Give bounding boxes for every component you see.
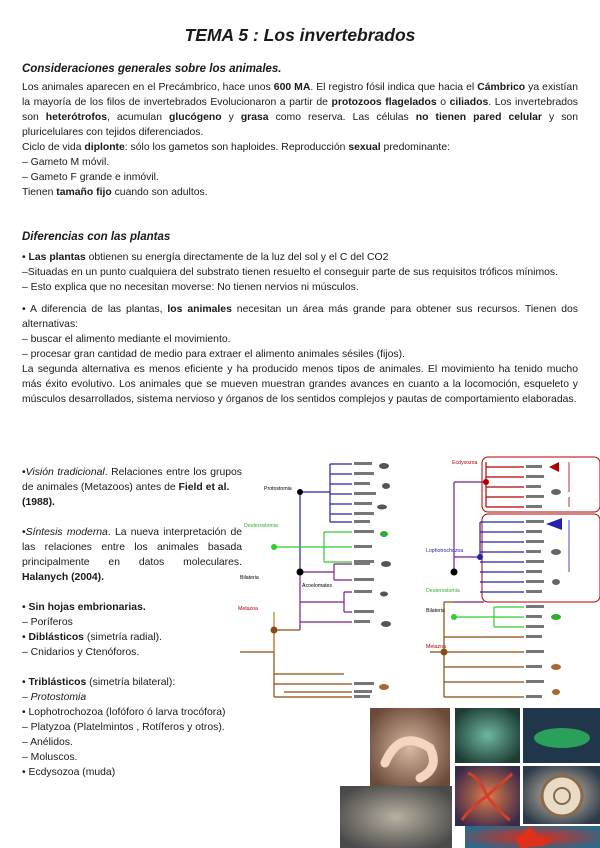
node-bilateria-2 bbox=[451, 569, 458, 576]
tree-modern bbox=[426, 457, 600, 698]
section-heading-diferencias: Diferencias con las plantas bbox=[22, 231, 171, 243]
label-bilateria-2: Bilateria bbox=[426, 608, 445, 614]
line-ecdysozoa: • Ecdysozoa (muda) bbox=[22, 767, 116, 778]
paragraph-origen: Los animales aparecen en el Precámbrico, hace unos 600 MA. El registro fósil indica que hacia el Cámbrico ya existían la mayoría de los filos de invertebrados Evolucionaron a partir de protozoos flagelados o ciliados. Los invertebrados son heterótrofos, acumulan glucógeno y grasa como reserva. Las células no tienen pared celular y son pluricelulares con tejidos diferenciados. bbox=[22, 82, 578, 138]
line-tamano-fijo: Tienen tamaño fijo cuando son adultos. bbox=[22, 187, 208, 198]
label-metazoa: Metazoa bbox=[238, 606, 258, 612]
label-acoelomates: Acoelomates bbox=[302, 583, 332, 589]
node-lophotrochozoa bbox=[477, 554, 483, 560]
label-deuterostomia: Deuterostomia bbox=[244, 523, 278, 529]
line-poriferos: – Poríferos bbox=[22, 617, 73, 628]
line-ciclo-vida: Ciclo de vida diplonte: sólo los gametos son haploides. Reproducción sexual predominante: bbox=[22, 142, 450, 153]
node-deuterostomia-2 bbox=[451, 614, 457, 620]
label-deuterostomia-2: Deuterostomia bbox=[426, 588, 460, 594]
label-protostomia: Protostomia bbox=[264, 486, 292, 492]
line-buscar-alimento: – buscar el alimento mediante el movimiento. bbox=[22, 334, 231, 345]
line-cnidarios: – Cnidarios y Ctenóforos. bbox=[22, 647, 140, 658]
line-gameto-f: – Gameto F grande e inmóvil. bbox=[22, 172, 159, 183]
line-triblasticos: • Triblásticos (simetría bilateral): bbox=[22, 677, 176, 688]
section-heading-consideraciones: Consideraciones generales sobre los animales. bbox=[22, 63, 282, 75]
photo-crustacean bbox=[340, 786, 452, 848]
left-column bbox=[22, 465, 242, 780]
phylogeny-figure bbox=[234, 452, 600, 707]
line-plantas-no-moverse: – Esto explica que no necesitan moverse: No tienen nervios ni músculos. bbox=[22, 282, 359, 293]
line-animales-area: • A diferencia de las plantas, los animales necesitan un área más grande para obtener sus recursos. Tienen dos alternativas: bbox=[22, 304, 578, 330]
node-bilateria bbox=[297, 569, 304, 576]
label-lophotrochozoa: Lophotrochozoa bbox=[426, 548, 464, 554]
section-consideraciones-body bbox=[22, 80, 578, 200]
line-protostomia: – Protostomia bbox=[22, 692, 87, 703]
box-lophotrochozoa bbox=[482, 514, 600, 602]
line-gameto-m: – Gameto M móvil. bbox=[22, 157, 110, 168]
line-sin-hojas: • Sin hojas embrionarias. bbox=[22, 602, 146, 613]
label-bilateria: Bilateria bbox=[240, 575, 259, 581]
line-procesar-medio: – procesar gran cantidad de medio para extraer el alimento animales sésiles (fijos). bbox=[22, 349, 405, 360]
paragraph-segunda-alternativa: La segunda alternativa es menos eficiente y ha producido menos tipos de animales. El movimiento ha tenido mucho más éxito evolutivo. Los animales que se mueven muestran grandes avances en cuanto a la locomoción, esqueleto y músculos desarrollados, sistema nervioso y órganos de los sentidos complejos y pautas de comportamiento elaboradas. bbox=[22, 364, 578, 405]
label-metazoa-2: Metazoa bbox=[426, 644, 446, 650]
node-metazoa bbox=[271, 627, 278, 634]
node-protostomia bbox=[297, 489, 303, 495]
page-title: TEMA 5 : Los invertebrados bbox=[184, 25, 416, 45]
line-platyzoa: – Platyzoa (Platelmintos , Rotíferos y otros). bbox=[22, 722, 225, 733]
line-moluscos: – Moluscos. bbox=[22, 752, 78, 763]
photo-collage bbox=[340, 708, 600, 848]
photo-worm bbox=[370, 708, 450, 788]
photo-nudibranch bbox=[455, 708, 520, 763]
line-diblasticos: • Diblásticos (simetría radial). bbox=[22, 632, 162, 643]
node-ecdysozoa bbox=[483, 479, 489, 485]
line-plantas-energia: • Las plantas obtienen su energía directamente de la luz del sol y el C del CO2 bbox=[22, 252, 389, 263]
tree-traditional bbox=[238, 462, 391, 698]
node-deuterostomia bbox=[271, 544, 277, 550]
line-lophotrochozoa: • Lophotrochozoa (lofóforo ó larva trocófora) bbox=[22, 707, 226, 718]
line-plantas-situadas: –Situadas en un punto cualquiera del substrato tienen resuelto el conseguir parte de sus requisitos tróficos mínimos. bbox=[22, 267, 559, 278]
section-diferencias-body bbox=[22, 250, 578, 407]
paragraph-vision-tradicional: •Visión tradicional. Relaciones entre los grupos de animales (Metazoos) antes de Field et al. (1988). bbox=[22, 467, 242, 508]
label-ecdysozoa: Ecdysozoa bbox=[452, 460, 478, 466]
paragraph-sintesis-moderna: •Síntesis moderna. La nueva interpretación de las relaciones entre los animales basada principalmente en datos moleculares. Halanych (2004). bbox=[22, 527, 242, 583]
line-anelidos: – Anélidos. bbox=[22, 737, 73, 748]
